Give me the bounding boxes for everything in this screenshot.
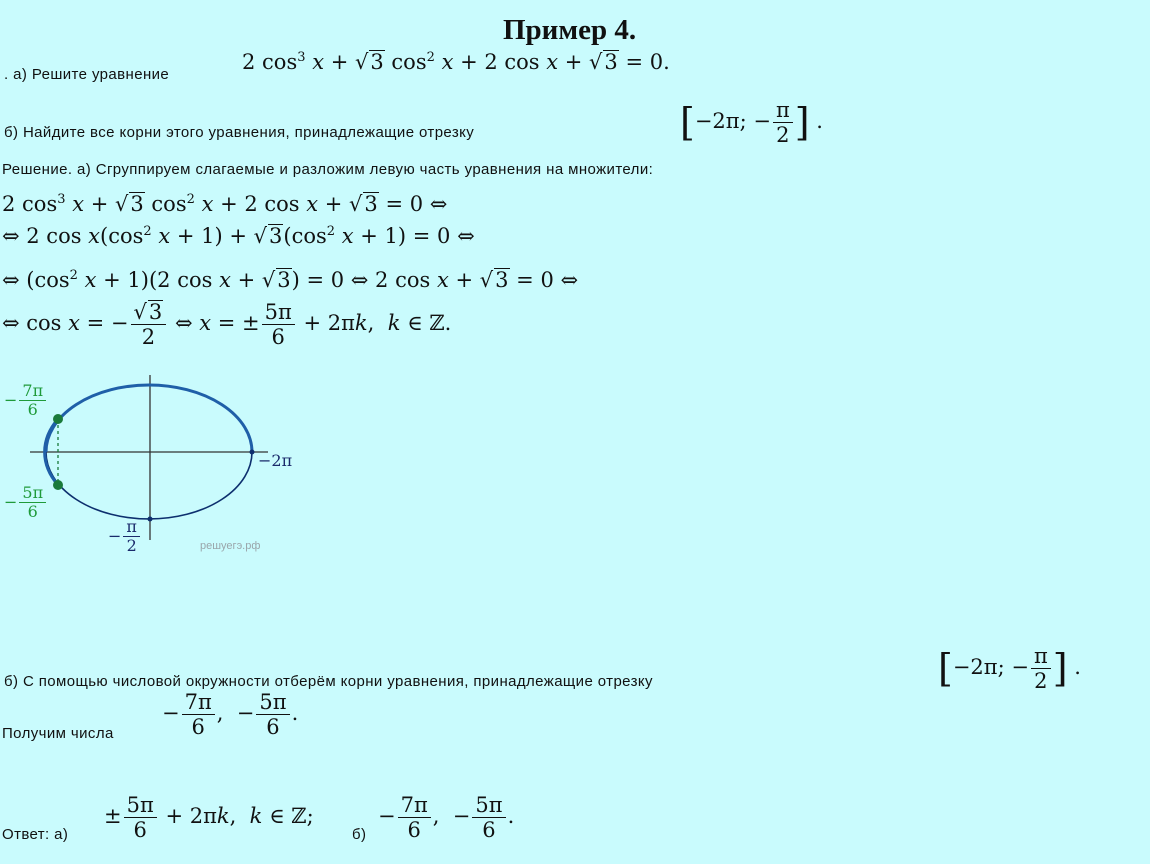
interval-b: [−2π; − $\frac{\pi}{2}$ ] . [680,98,823,148]
part-b-text: б) Найдите все корни этого уравнения, принадлежащие отрезку [4,124,475,141]
point-minus-2pi [250,450,255,455]
step-4: ⇔ cos x = − $\frac{√3}{2}$ ⇔ x = ± $\frac{5\pi}{6}$ + 2πk, k ∈ ℤ. [2,300,452,350]
label-minus-7pi-6: − $\frac{7\pi}{6}$ [4,382,48,420]
point-minus-7pi-6 [53,414,63,424]
answer-label: Ответ: а) [2,826,69,843]
label-minus-pi-2: − $\frac{\pi}{2}$ [108,518,142,556]
part-a-text: . а) Решите уравнение [4,66,170,83]
obtain-text: Получим числа [2,725,114,742]
part-b2-text: б) С помощью числовой окружности отберём корни уравнения, принадлежащие отрезку [4,673,653,690]
obtained-numbers: − $\frac{7\pi}{6}$ , − $\frac{5\pi}{6}$ . [162,690,299,740]
watermark: решуегэ.рф [200,540,261,552]
circle-upper-arc [46,385,252,452]
circle-lower-arc [46,452,252,519]
step-3: ⇔ ($\cos^2$ x + 1)(2 cos x + √3) = 0 ⇔ 2 cos x + √3 = 0 ⇔ [2,268,579,292]
answer-b-label: б) [352,826,367,843]
answer-b: − $\frac{7\pi}{6}$ , − $\frac{5\pi}{6}$ . [378,793,515,843]
point-minus-pi-2 [148,517,153,522]
label-minus-5pi-6: − $\frac{5\pi}{6}$ [4,484,48,522]
point-minus-5pi-6 [53,480,63,490]
interval-b2: [−2π; − $\frac{\pi}{2}$ ] . [938,644,1081,694]
page-title: Пример 4. [503,14,637,46]
answer-a: ± $\frac{5\pi}{6}$ + 2πk, k ∈ ℤ; [104,793,314,843]
label-minus-2pi: −2π [258,451,293,470]
equation-main: 2 $\cos^3 x + √3$ $\cos^2 x + 2$ cos x + √3 = 0. [242,50,670,74]
step-2: ⇔ 2 $\cos x(\cos^2$ $x + 1) + √3(\cos^2$ x + 1) = 0 ⇔ [2,224,475,248]
step-1: 2 $\cos^3 x + √3$ $\cos^2 x + 2$ cos x + √3 = 0 ⇔ [2,192,448,216]
solution-intro: Решение. а) Сгруппируем слагаемые и разложим левую часть уравнения на множители: [2,161,654,178]
